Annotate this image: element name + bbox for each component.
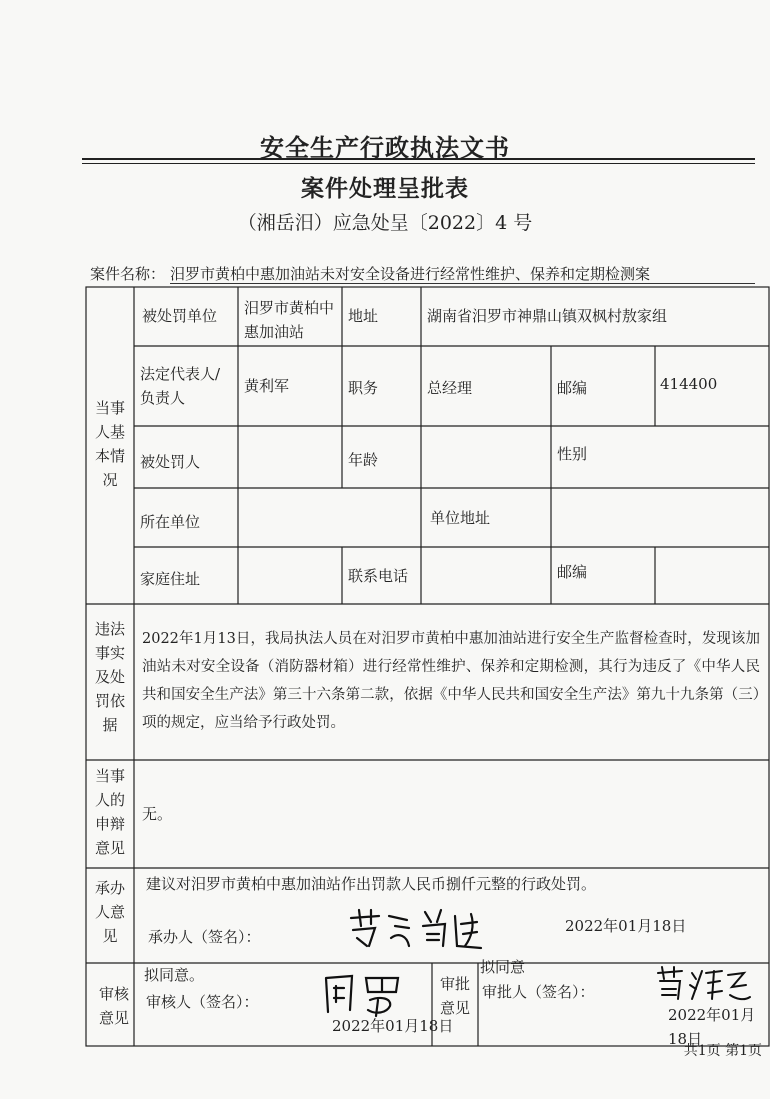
handler-signature [345,906,485,952]
legal-rep-label: 法定代表人/负责人 [140,365,221,407]
handler-sign-label: 承办人（签名）： [148,928,261,946]
penalized-unit-label: 被处罚单位 [142,307,218,325]
address-value: 湖南省汨罗市神鼎山镇双枫村敖家组 [427,307,668,325]
approval-sign-label: 审批人（签名）： [482,983,595,1001]
review-section-label: 审核意见 [98,985,129,1027]
doc-number: （湘岳汨）应急处呈〔2022〕4 号 [237,212,533,234]
handler-section-label: 承办人意见 [94,879,125,945]
workplace-label: 所在单位 [140,513,201,531]
defense-section-label: 当事人的申辩意见 [94,767,125,857]
approval-signature [652,965,752,1005]
legal-rep-value: 黄利军 [244,377,290,395]
postcode-label: 邮编 [557,379,588,397]
approval-section-label: 审批意见 [439,975,470,1017]
doc-category-title: 安全生产行政执法文书 [260,133,510,162]
penalized-unit-value: 汨罗市黄柏中惠加油站 [244,299,335,341]
postcode-value: 414400 [660,375,718,393]
party-section-label: 当事人基本情况 [94,399,125,489]
approval-opinion: 拟同意 [480,958,526,976]
gender-label: 性别 [557,445,588,463]
home-address-label: 家庭住址 [140,570,201,588]
review-sign-label: 审核人（签名）： [146,993,259,1011]
position-value: 总经理 [427,379,473,397]
case-name-label: 案件名称： [90,265,166,283]
form-title: 案件处理呈批表 [301,175,469,202]
review-date: 2022年01月18日 [332,1017,454,1035]
phone-label: 联系电话 [348,567,409,585]
approval-date: 2022年01月18日 [668,1006,756,1048]
review-opinion: 拟同意。 [144,966,205,984]
age-label: 年龄 [348,451,379,469]
review-signature [318,972,408,1018]
position-label: 职务 [348,379,379,397]
facts-text: 2022年1月13日，我局执法人员在对汨罗市黄柏中惠加油站进行安全生产监督检查时，发现该加油站未对安全设备（消防器材箱）进行经常性维护、保养和定期检测，其行为违反了《中华人民共和国安全生产法》第三十六条第二款，依据《中华人民共和国安全生产法》第九十九条第（三）项的规定，应当给予行政处罚。 [142,631,760,731]
handler-date: 2022年01月18日 [565,917,687,935]
defense-text: 无。 [142,805,173,823]
facts-section-label: 违法事实及处罚依据 [94,620,125,734]
workplace-address-label: 单位地址 [430,509,491,527]
penalized-person-label: 被处罚人 [140,453,201,471]
postcode2-label: 邮编 [557,563,588,581]
address-label: 地址 [348,307,379,325]
case-name-value: 汨罗市黄柏中惠加油站未对安全设备进行经常性维护、保养和定期检测案 [170,265,651,283]
handler-opinion: 建议对汨罗市黄柏中惠加油站作出罚款人民币捌仟元整的行政处罚。 [146,875,597,893]
page-number: 共1页 第1页 [683,1043,762,1059]
